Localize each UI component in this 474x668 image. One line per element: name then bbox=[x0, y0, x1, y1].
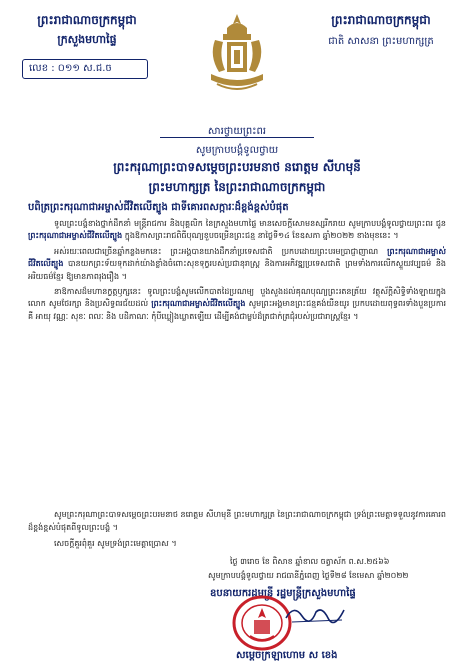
letter-body bbox=[28, 218, 446, 326]
addressee-subtitle: ព្រះមហាក្សត្រ នៃព្រះរាជាណាចក្រកម្ពុជា bbox=[148, 180, 326, 194]
solar-date: សូមក្រាបបង្គំទូលថ្វាយ រាជធានីភ្នំពេញ ថ្ងៃទី២៨ ខែមេសា ឆ្នាំ២០២២ bbox=[208, 571, 409, 580]
addressee-title: ព្រះករុណាព្រះបាទសម្តេចព្រះបរមនាថ នរោត្តម សីហមុនី bbox=[113, 160, 361, 174]
royal-emblem-icon bbox=[197, 10, 277, 98]
ministry-name: ក្រសួងមហាផ្ទៃ bbox=[57, 33, 117, 46]
closing-phrase: សេចក្តីគួរពុំគួរ សូមទ្រង់ព្រះមេត្តាប្រោស ។ bbox=[54, 539, 177, 548]
salutation-intro: សូមក្រាបបង្គំទូលថ្វាយ bbox=[195, 145, 279, 156]
royal-title-highlight: ព្រះករុណាជាអម្ចាស់ជីវិតលើត្បូង bbox=[151, 299, 246, 309]
kingdom-name-right: ព្រះរាជាណាចក្រកម្ពុជា bbox=[331, 13, 431, 27]
ministry-header bbox=[22, 12, 152, 79]
lunar-date: ថ្ងៃ ៣រោច ខែ ពិសាខ ឆ្នាំខាល ចត្វាស័ក ព.ស.២៥៦៦ bbox=[230, 557, 390, 566]
body-paragraph-1: ទូលព្រះបង្គំខាងថ្នាក់ដឹកនាំ មន្ត្រីរាជការ និងបុគ្គលិក នៃក្រសួងមហាផ្ទៃ មានសេចក្តីសោមនស្សរីករាយ សូមក្រាបបង្គំទូលថ្វាយព្រះពរ ជូនព្រះករុណាជាអម្ចាស់ជីវិតលើត្បូង ក្នុងឱកាសព្រះរាជពិធីបុណ្យខួបចម្រើនព្រះជន្ម នាថ្ងៃទី១៤ ខែឧសភា ឆ្នាំ២០២២ ខាងមុខនេះ ។ bbox=[28, 219, 446, 241]
letter-type: សារថ្វាយព្រះពរ bbox=[207, 126, 267, 137]
reference-number: លេខ : ០១១ ស.ជ.ច bbox=[22, 59, 148, 79]
body-paragraph-2: អស់រយៈពេលជាច្រើនឆ្នាំកន្លងមកនេះ ព្រះអង្គបានយាងដឹកនាំប្រទេសជាតិ ប្រកបដោយព្រះបរមប្រាជ្ញាញាណ ព្រះករុណាជាអម្ចាស់ជីវិតលើត្បូង បានយកព្រះទ័យទុកដាក់យ៉ាងខ្លាំងចំពោះសុខទុក្ខរបស់ប្រជានុរាស្ត្រ និងការអភិវឌ្ឍប្រទេសជាតិ ព្រមទាំងការលើកស្ទួយវប្បធម៌ និងអរិយធម៌ខ្មែរ ឱ្យមានភាពរុងរឿង ។ bbox=[28, 246, 446, 281]
kingdom-name-left: ព្រះរាជាណាចក្រកម្ពុជា bbox=[37, 13, 137, 27]
closing-paragraph: សូមព្រះករុណាព្រះបាទសម្តេចព្រះបរមនាថ នរោត្តម សីហមុនី ព្រះមហាក្សត្រ នៃព្រះរាជាណាចក្រកម្ពុជា ទ្រង់ព្រះមេត្តាទទួលនូវការគោរពដ៏ខ្ពង់ខ្ពស់បំផុតពីទូលព្រះបង្គំ ។ bbox=[28, 510, 447, 532]
royal-title-highlight: ព្រះករុណាជាអម្ចាស់ជីវិតលើត្បូង bbox=[28, 246, 446, 269]
signer-title: ឧបនាយករដ្ឋមន្ត្រី រដ្ឋមន្ត្រីក្រសួងមហាផ្ទៃ bbox=[210, 588, 356, 599]
national-motto: ជាតិ សាសនា ព្រះមហាក្សត្រ bbox=[328, 36, 434, 47]
body-paragraph-3: នាឱកាសដ៏មហានក្ខត្តឫក្សនេះ ទូលព្រះបង្គំសូមលើកបាតដៃប្រណម្យ បួងសួងដល់គុណបុណ្យព្រះរតនត្រ័យ វត្ថុស័ក្តិសិទ្ធិទាំងឡាយក្នុងលោក សូមថែរក្សា និងប្រសិទ្ធពរជ័យដល់ ព្រះករុណាជាអម្ចាស់ជីវិតលើត្បូង សូមព្រះអង្គមានព្រះជន្មគង់យឺនយូរ ប្រកបដោយពុទ្ធពរទាំងបួនប្រការ គឺ អាយុ វណ្ណៈ សុខៈ ពលៈ និង បដិភាណៈ កុំបីឃ្លៀងឃ្លាតឡើយ ដើម្បីគង់ជាម្លប់ដ៏ត្រជាក់ត្រជុំរបស់ប្រជារាស្ត្រខ្មែរ ។ bbox=[28, 287, 446, 321]
royal-title-highlight: ព្រះករុណាជាអម្ចាស់ជីវិតលើត្បូង bbox=[28, 231, 123, 241]
signer-name: សម្តេចក្រឡាហោម ស ខេង bbox=[236, 650, 338, 661]
salutation-heading: បពិត្រព្រះករុណាជាអម្ចាស់ជីវិតលើត្បូង ជាទីគោរពសក្ការៈដ៏ខ្ពង់ខ្ពស់បំផុត bbox=[28, 202, 289, 213]
handwritten-signature-icon bbox=[282, 600, 352, 626]
kingdom-header bbox=[306, 12, 456, 49]
title-underline bbox=[160, 137, 314, 138]
